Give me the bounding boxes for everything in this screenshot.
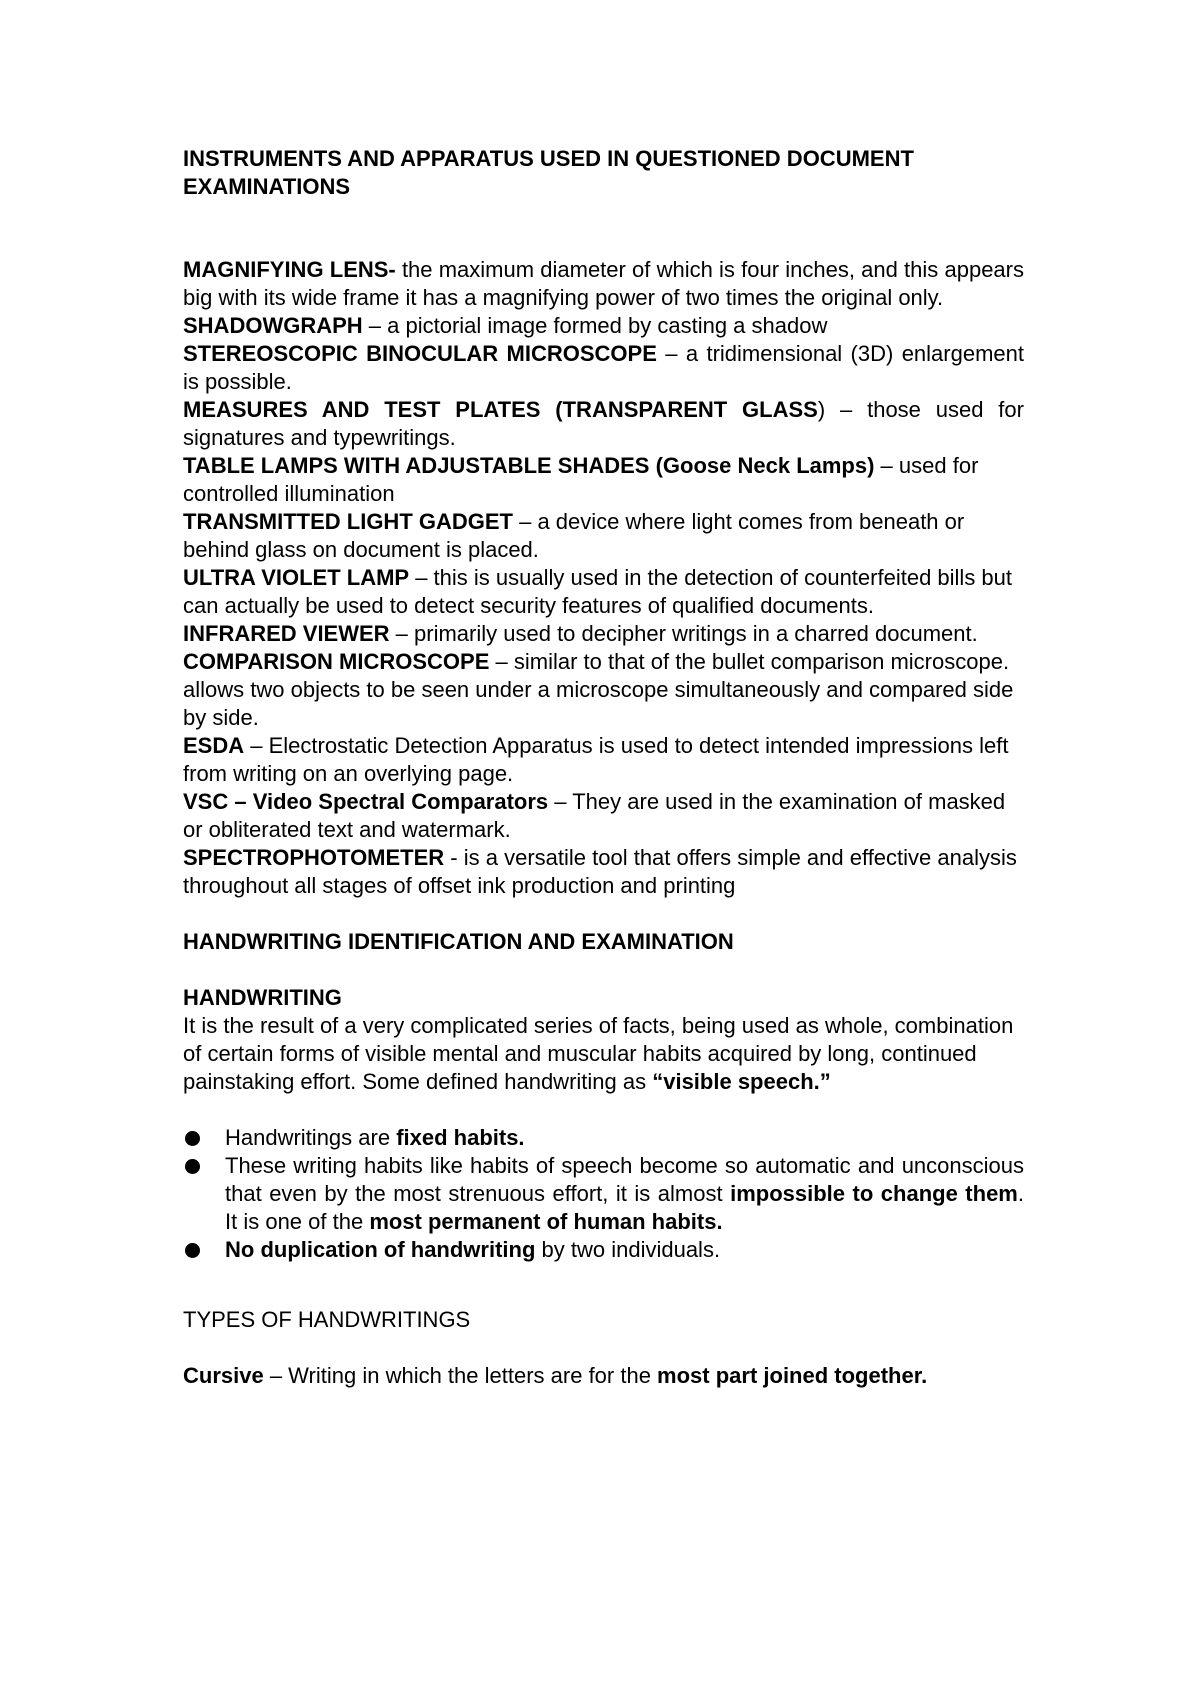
instrument-entry bbox=[183, 564, 1024, 620]
instrument-entry bbox=[183, 396, 1024, 452]
subsection-heading: HANDWRITING bbox=[183, 985, 342, 1010]
spacer bbox=[183, 1264, 1024, 1292]
cursive-term: Cursive bbox=[183, 1363, 264, 1388]
instrument-desc: – Electrostatic Detection Apparatus is used to detect intended impressions left from writing on an overlying page. bbox=[183, 733, 1009, 786]
cursive-bold: most part joined together. bbox=[657, 1363, 928, 1388]
instrument-desc: – primarily used to decipher writings in a charred document. bbox=[389, 621, 978, 646]
spacer bbox=[183, 1096, 1024, 1124]
bullet-item bbox=[183, 1236, 1024, 1264]
instrument-term: MAGNIFYING LENS- bbox=[183, 257, 396, 282]
instrument-term: ULTRA VIOLET LAMP bbox=[183, 565, 410, 590]
spacer bbox=[183, 956, 1024, 984]
bullet-item bbox=[183, 1124, 1024, 1152]
instrument-term: INFRARED VIEWER bbox=[183, 621, 390, 646]
instrument-term: VSC – Video Spectral Comparators bbox=[183, 789, 549, 814]
instrument-entry bbox=[183, 340, 1024, 396]
instrument-desc: - is a versatile tool that offers simple and effective analysis throughout all stages of offset ink production and printing bbox=[183, 845, 1017, 898]
section-heading: HANDWRITING IDENTIFICATION AND EXAMINATION bbox=[183, 929, 734, 954]
bullet-item bbox=[183, 1152, 1024, 1236]
instrument-term: COMPARISON MICROSCOPE bbox=[183, 649, 490, 674]
instrument-entry bbox=[183, 256, 1024, 312]
spacer bbox=[183, 1334, 1024, 1362]
instrument-desc: – a pictorial image formed by casting a shadow bbox=[362, 313, 828, 338]
definition-quote: “visible speech.” bbox=[652, 1069, 831, 1094]
types-heading: TYPES OF HANDWRITINGS bbox=[183, 1307, 471, 1332]
definition-text: It is the result of a very complicated series of facts, being used as whole, combination of certain forms of visible mental and muscular habits acquired by long, continued painstaking effort. Some defined handwriting as bbox=[183, 1013, 1014, 1094]
instrument-entry bbox=[183, 648, 1024, 732]
bullet-text: by two individuals. bbox=[535, 1237, 721, 1262]
instrument-desc: – They are used in the examination of masked or obliterated text and watermark. bbox=[183, 789, 1006, 842]
bullet-bold: No duplication of handwriting bbox=[225, 1237, 536, 1262]
instrument-term: TRANSMITTED LIGHT GADGET bbox=[183, 509, 513, 534]
instrument-term: MEASURES AND TEST PLATES (TRANSPARENT GLASS bbox=[183, 397, 818, 422]
instrument-desc: – similar to that of the bullet comparison microscope. allows two objects to be seen under a microscope simultaneously and compared side by side. bbox=[183, 649, 1014, 730]
instrument-entry bbox=[183, 788, 1024, 844]
spacer bbox=[183, 201, 1024, 256]
instrument-desc: ) – those used for signatures and typewritings. bbox=[183, 397, 1024, 450]
instrument-desc: – a device where light comes from beneath or behind glass on document is placed. bbox=[183, 509, 965, 562]
bullet-text: . It is one of the bbox=[225, 1181, 1024, 1234]
instrument-desc: the maximum diameter of which is four inches, and this appears big with its wide frame it has a magnifying power of two times the original only. bbox=[183, 257, 1024, 310]
handwriting-definition bbox=[183, 1012, 1024, 1096]
instrument-term: STEREOSCOPIC BINOCULAR MICROSCOPE bbox=[183, 341, 657, 366]
instrument-desc: – this is usually used in the detection of counterfeited bills but can actually be used to detect security features of qualified documents. bbox=[183, 565, 1013, 618]
instrument-list bbox=[183, 256, 1024, 900]
instrument-entry bbox=[183, 508, 1024, 564]
instrument-entry bbox=[183, 452, 1024, 508]
instrument-term: ESDA bbox=[183, 733, 245, 758]
instrument-desc: – a tridimensional (3D) enlargement is possible. bbox=[183, 341, 1024, 394]
bullet-bold: fixed habits. bbox=[396, 1125, 525, 1150]
bullet-text: These writing habits like habits of speech become so automatic and unconscious that even by the most strenuous effort, it is almost bbox=[225, 1153, 1024, 1206]
instrument-entry bbox=[183, 732, 1024, 788]
cursive-entry bbox=[183, 1362, 1024, 1390]
instrument-term: SHADOWGRAPH bbox=[183, 313, 363, 338]
spacer bbox=[183, 1292, 1024, 1306]
instrument-term: SPECTROPHOTOMETER bbox=[183, 845, 445, 870]
bullet-list bbox=[183, 1124, 1024, 1264]
bullet-text: Handwritings are bbox=[225, 1125, 397, 1150]
spacer bbox=[183, 900, 1024, 928]
instrument-desc: – used for controlled illumination bbox=[183, 453, 979, 506]
instrument-entry bbox=[183, 844, 1024, 900]
instrument-term: TABLE LAMPS WITH ADJUSTABLE SHADES (Goose Neck Lamps) bbox=[183, 453, 875, 478]
bullet-bold: most permanent of human habits. bbox=[369, 1209, 723, 1234]
bullet-bold: impossible to change them bbox=[730, 1181, 1018, 1206]
instrument-entry bbox=[183, 312, 1024, 340]
cursive-text: – Writing in which the letters are for the bbox=[263, 1363, 658, 1388]
instrument-entry bbox=[183, 620, 1024, 648]
bullet-dot-icon bbox=[185, 1159, 200, 1174]
bullet-dot-icon bbox=[185, 1131, 200, 1146]
page-title: INSTRUMENTS AND APPARATUS USED IN QUESTIONED DOCUMENT EXAMINATIONS bbox=[183, 146, 914, 199]
bullet-dot-icon bbox=[185, 1243, 200, 1258]
